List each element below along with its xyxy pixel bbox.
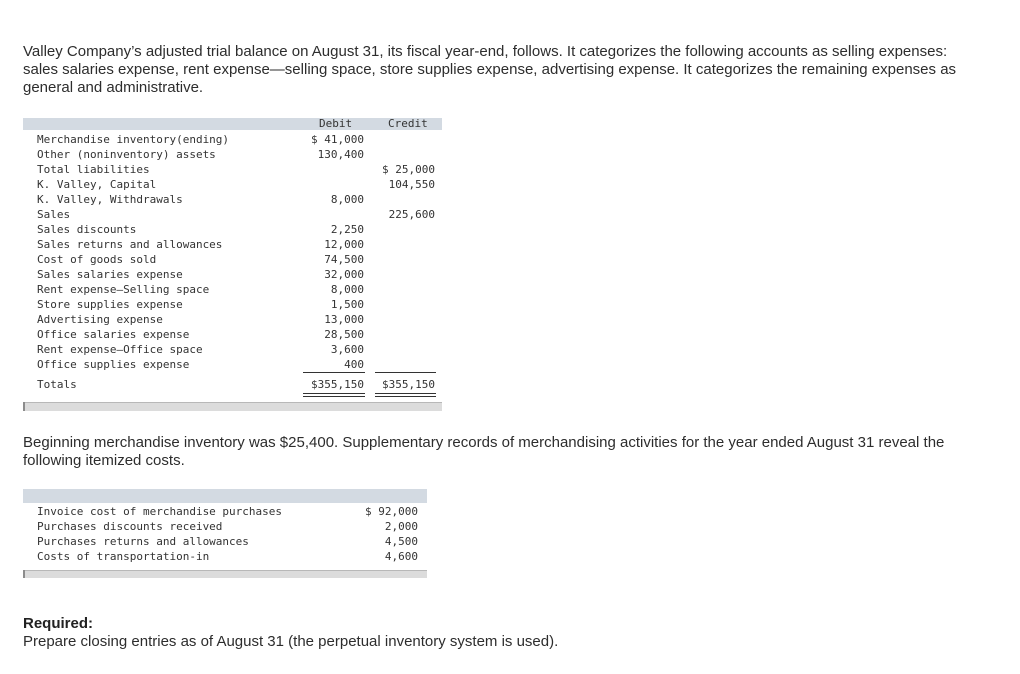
table-row [23,327,442,342]
table-row [23,549,427,564]
cost-amount: $ 92,000 [365,505,418,518]
debit-amount: 1,500 [330,298,364,311]
cost-label: Purchases returns and allowances [37,535,249,548]
debit-amount: 130,400 [317,148,364,161]
table-row [23,132,442,147]
account-name: Other (noninventory) assets [37,148,216,161]
credit-header: Credit [388,117,428,130]
debit-amount: $ 41,000 [311,133,364,146]
table-row [23,162,442,177]
debit-amount: 74,500 [324,253,364,266]
debit-amount: 400 [344,358,364,371]
table-header-bar [23,118,442,130]
cost-amount: 4,600 [384,550,418,563]
table-row [23,177,442,192]
table-row [23,267,442,282]
table-row [23,342,442,357]
debit-amount: 2,250 [330,223,364,236]
account-name: Cost of goods sold [37,253,157,266]
table-row [23,534,427,549]
totals-label: Totals [37,378,77,391]
table-footer-bar [23,402,442,411]
table-row [23,357,442,372]
totals-row [23,377,442,392]
subtotal-rule [303,372,365,373]
account-name: Sales salaries expense [37,268,183,281]
beginning-inventory-paragraph: Beginning merchandise inventory was $25,400. Supplementary records of merchandising activities for the year ended August 31 reveal the following itemized costs. [23,434,945,469]
debit-header: Debit [319,117,353,130]
account-name: Rent expense—Office space [37,343,203,356]
table-row [23,312,442,327]
double-underline [375,393,436,397]
table-row [23,519,427,534]
account-name: Total liabilities [37,163,150,176]
debit-amount: 3,600 [330,343,364,356]
account-name: Sales discounts [37,223,137,236]
debit-total: $355,150 [311,378,364,391]
credit-total: $355,150 [382,378,435,391]
credit-amount: 225,600 [388,208,435,221]
account-name: K. Valley, Withdrawals [37,193,183,206]
table-row [23,207,442,222]
cost-amount: 4,500 [384,535,418,548]
cost-label: Invoice cost of merchandise purchases [37,505,283,518]
required-text: Prepare closing entries as of August 31 (the perpetual inventory system is used). [23,633,559,650]
table-row [23,192,442,207]
table-row [23,282,442,297]
debit-amount: 8,000 [330,283,364,296]
table-footer-bar [23,570,427,578]
cost-label: Purchases discounts received [37,520,223,533]
table-row [23,297,442,312]
account-name: Merchandise inventory(ending) [37,133,230,146]
table-header-bar [23,489,427,503]
double-underline [303,393,365,397]
account-name: Sales [37,208,71,221]
table-row [23,237,442,252]
debit-amount: 12,000 [324,238,364,251]
table-row [23,222,442,237]
account-name: K. Valley, Capital [37,178,157,191]
subtotal-rule [375,372,436,373]
table-row [23,504,427,519]
purchases-table [23,489,427,579]
debit-amount: 13,000 [324,313,364,326]
debit-amount: 32,000 [324,268,364,281]
cost-amount: 2,000 [384,520,418,533]
trial-balance-table [23,118,442,411]
account-name: Office supplies expense [37,358,190,371]
cost-label: Costs of transportation-in [37,550,210,563]
intro-paragraph: Valley Company’s adjusted trial balance on August 31, its fiscal year-end, follows. It categorizes the following accounts as selling expenses: sales salaries expense, rent expense—selling space, store supplies expense, advertising expense. It categorizes the remaining expenses as general and administrative. [23,43,957,96]
debit-amount: 28,500 [324,328,364,341]
account-name: Advertising expense [37,313,163,326]
credit-amount: $ 25,000 [382,163,435,176]
account-name: Sales returns and allowances [37,238,223,251]
required-heading: Required: [23,615,94,632]
table-row [23,147,442,162]
credit-amount: 104,550 [388,178,435,191]
table-row [23,252,442,267]
account-name: Store supplies expense [37,298,183,311]
account-name: Office salaries expense [37,328,190,341]
account-name: Rent expense—Selling space [37,283,210,296]
debit-amount: 8,000 [330,193,364,206]
